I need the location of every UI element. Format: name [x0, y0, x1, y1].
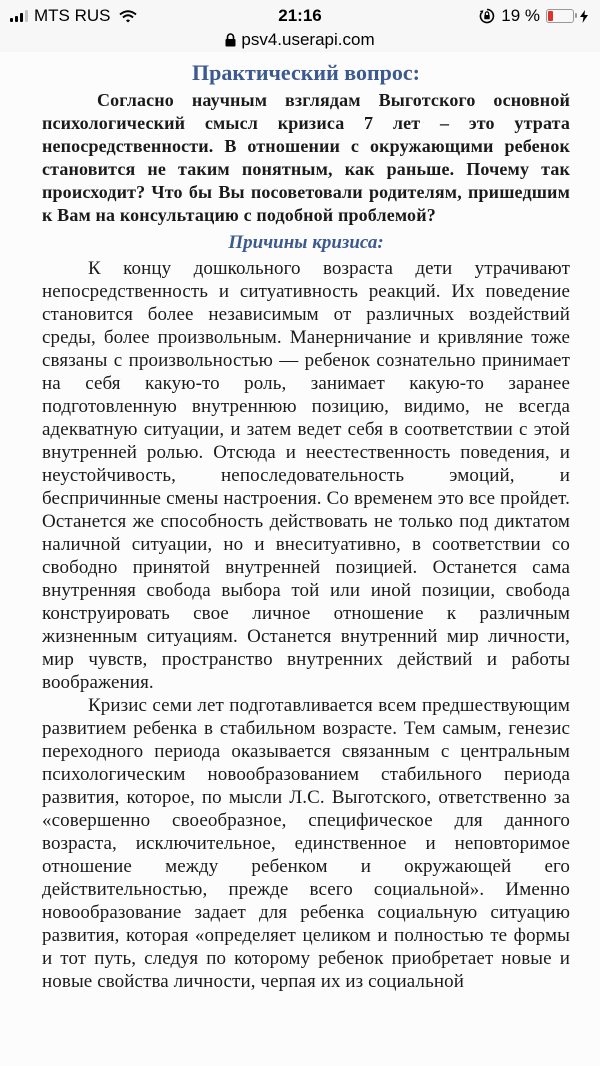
- charging-bolt-icon: [580, 10, 588, 23]
- paragraph: Кризис семи лет подготавливается всем предшествующим развитием ребенка в стабильном возрасте. Тем самым, генезис переходного периода оказывается связанным с центральным психологическим новообразованием стабильного периода развития, которое, по мысли Л.С. Выготского, ответственно за «совершенно своеобразное, специфическое для данного возраста, исключительное, единственное и неповторимое отношение между ребенком и окружающей его действительностью, прежде всего социальной». Именно новообразование задает для ребенка социальную ситуацию развития, которая «определяет целиком и полностью те формы и тот путь, следуя по которому ребенок приобретает новые и новые свойства личности, черпая их из социальной: [42, 695, 570, 992]
- carrier-name: MTS RUS: [34, 6, 111, 25]
- battery-icon: [546, 9, 574, 23]
- lock-icon: [225, 33, 236, 47]
- subsection-title: Причины кризиса:: [228, 232, 384, 253]
- battery-percent: 19 %: [501, 6, 540, 25]
- paragraph: К концу дошкольного возраста дети утрачивают непосредственность и ситуативность реакций. Их поведение становится более независимым от различных воздействий среды, более произвольным. Манерничание и кривляние тоже связаны с произвольностью — ребенок сознательно принимает на себя какую-то роль, занимает какую-то заранее подготовленную внутреннюю позицию, видимо, не всегда адекватную ситуации, и затем ведет себя в соответствии с этой внутренней ролью. Отсюда и неестественность поведения, и неустойчивость, непоследовательность эмоций, и беспричинные смены настроения. Со временем это все пройдет. Останется же способность действовать не только под диктатом наличной ситуации, но и внеситуативно, в соответствии со свободно принятой внутренней позицией. Останется сама внутренняя свобода выбора той или иной позиции, свобода конструировать свое личное отношение к различным жизненным ситуациям. Останется внутренний мир личности, мир чувств, пространство внутренних действий и работы воображения.: [42, 258, 570, 693]
- clock: 21:16: [278, 6, 322, 25]
- address-bar[interactable]: [0, 30, 600, 52]
- section-title: Практический вопрос:: [192, 60, 420, 85]
- document-content: [0, 60, 600, 993]
- battery-level-fill: [548, 11, 553, 21]
- question-text: Согласно научным взглядам Выготского основной психологический смысл кризиса 7 лет – это утрата непосредственности. В отношении с окружающими ребенок становится не таким понятным, как раньше. Почему так происходит? Что бы Вы посоветовали родителям, пришедшим к Вам на консультацию с подобной проблемой?: [42, 90, 570, 225]
- status-icons: [479, 6, 588, 26]
- page-url[interactable]: psv4.userapi.com: [241, 30, 375, 49]
- status-bar: [0, 0, 600, 30]
- orientation-lock-icon: [479, 8, 495, 24]
